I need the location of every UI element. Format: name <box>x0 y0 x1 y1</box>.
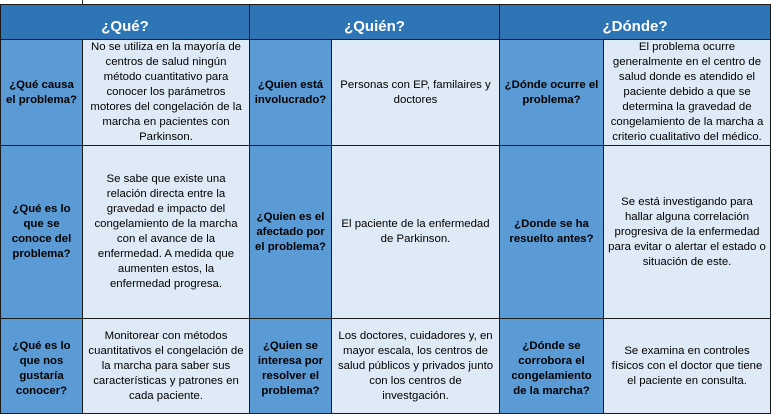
question-cell: ¿Qué es lo que se conoce del problema? <box>1 146 83 319</box>
table-row <box>1 40 771 146</box>
answer-cell: Los doctores, cuidadores y, en mayor escala, los centros de salud públicos y privados junto con los centros de investgación. <box>332 319 500 414</box>
header-donde-label: ¿Dónde? <box>602 17 668 35</box>
answer-cell: Se sabe que existe una relación directa entre la gravedad e impacto del congelamiento de la marcha con el avance de la enfermedad. A medida que aumenten estos, la enfermedad progresa. <box>83 146 250 319</box>
question-cell: ¿Quien se interesa por resolver el problema? <box>250 319 332 414</box>
question-cell: ¿Qué causa el problema? <box>1 40 83 146</box>
header-que-label: ¿Qué? <box>101 17 149 35</box>
header-row <box>1 5 771 40</box>
header-donde <box>500 5 771 40</box>
question-cell: ¿Donde se ha resuelto antes? <box>500 146 604 319</box>
answer-cell: Se está investigando para hallar alguna correlación progresiva de la enfermedad para evitar o alertar el estado o situación de este. <box>604 146 771 319</box>
answer-cell: Se examina en controles físicos con el doctor que tiene el paciente en consulta. <box>604 319 771 414</box>
table-row <box>1 146 771 319</box>
question-cell: ¿Quien es el afectado por el problema? <box>250 146 332 319</box>
header-quien-label: ¿Quién? <box>344 17 405 35</box>
answer-cell: Personas con EP, familaires y doctores <box>332 40 500 146</box>
answer-cell: Monitorear con métodos cuantitativos el congelación de la marcha para saber sus características y patrones en cada paciente. <box>83 319 250 414</box>
question-cell: ¿Dónde ocurre el problema? <box>500 40 604 146</box>
question-cell: ¿Quien está involucrado? <box>250 40 332 146</box>
answer-cell: No se utiliza en la mayoría de centros de salud ningún método cuantitativo para conocer los parámetros motores del congelación de la marcha en pacientes con Parkinson. <box>83 40 250 146</box>
problem-analysis-table <box>0 4 771 414</box>
header-quien <box>250 5 500 40</box>
table-row <box>1 319 771 414</box>
question-cell: ¿Dónde se corrobora el congelamiento de la marcha? <box>500 319 604 414</box>
answer-cell: El problema ocurre generalmente en el centro de salud donde es atendido el paciente debido a que se determina la gravedad de congelamiento de la marcha a criterio cualitativo del médico. <box>604 40 771 146</box>
header-que <box>1 5 250 40</box>
question-cell: ¿Qué es lo que nos gustaría conocer? <box>1 319 83 414</box>
answer-cell: El paciente de la enfermedad de Parkinson. <box>332 146 500 319</box>
